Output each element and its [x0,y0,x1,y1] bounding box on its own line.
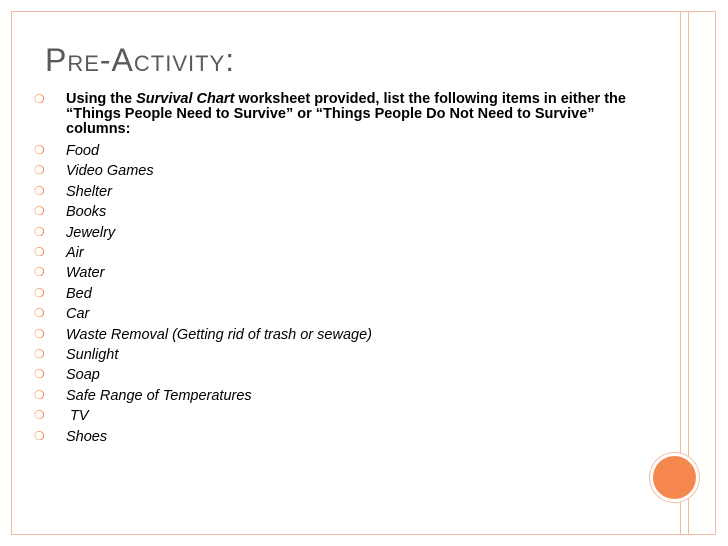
slide-title: Pre-Activity: [45,42,236,78]
list-item [30,345,630,365]
list-item-label: Waste Removal (Getting rid of trash or sewage) [66,326,372,343]
circle-ring-bullet-icon: ❍ [34,285,45,300]
list-item-label: Shoes [66,428,108,445]
orange-circle-icon [650,453,699,502]
list-item-label: Soap [66,367,100,384]
list-item [30,427,630,447]
list-item [30,263,630,283]
list-item-label: Food [66,143,100,159]
circle-ring-bullet-icon: ❍ [34,143,45,157]
intro-suffix: worksheet provided, list the following items in either the “Things People Need to Survive” or “Things People Do Not Need to Survive” columns: [66,91,626,137]
intro-emphasis: Survival Chart [136,91,235,107]
list-item [30,202,630,222]
list-item-label: Car [66,306,90,323]
list-item [30,161,630,181]
list-item [30,182,630,202]
circle-ring-bullet-icon: ❍ [34,326,45,341]
circle-ring-bullet-icon: ❍ [34,224,45,239]
circle-ring-bullet-icon: ❍ [34,387,45,402]
list-item [30,365,630,385]
list-item [30,325,630,345]
list-item-label: Bed [66,285,92,302]
bullet-list [30,91,630,447]
list-item-label: Video Games [66,163,154,180]
list-item-label: Jewelry [66,224,116,241]
list-item [30,141,630,161]
list-item [30,243,630,263]
intro-prefix: Using the [66,91,137,107]
circle-ring-bullet-icon: ❍ [34,183,45,198]
list-item-label: Books [66,204,107,221]
circle-ring-bullet-icon: ❍ [34,204,45,219]
list-item [30,406,630,426]
list-item [30,386,630,406]
list-item-label: Air [66,245,84,262]
circle-ring-bullet-icon: ❍ [34,408,45,423]
list-item [30,223,630,243]
list-item [30,284,630,304]
list-item [30,304,630,324]
circle-ring-bullet-icon: ❍ [34,367,45,382]
list-item-label: Sunlight [66,347,119,364]
circle-ring-bullet-icon: ❍ [34,347,45,362]
circle-ring-bullet-icon: ❍ [34,265,45,280]
circle-ring-bullet-icon: ❍ [34,245,45,260]
list-item-label: Water [66,265,105,282]
circle-ring-bullet-icon: ❍ [34,428,45,443]
intro-paragraph [30,91,630,141]
circle-ring-bullet-icon: ❍ [34,163,45,178]
circle-ring-bullet-icon: ❍ [34,306,45,321]
list-item-label: TV [66,408,89,425]
circle-ring-bullet-icon: ❍ [34,92,45,106]
list-item-label: Safe Range of Temperatures [66,387,252,404]
list-item-label: Shelter [66,183,112,200]
